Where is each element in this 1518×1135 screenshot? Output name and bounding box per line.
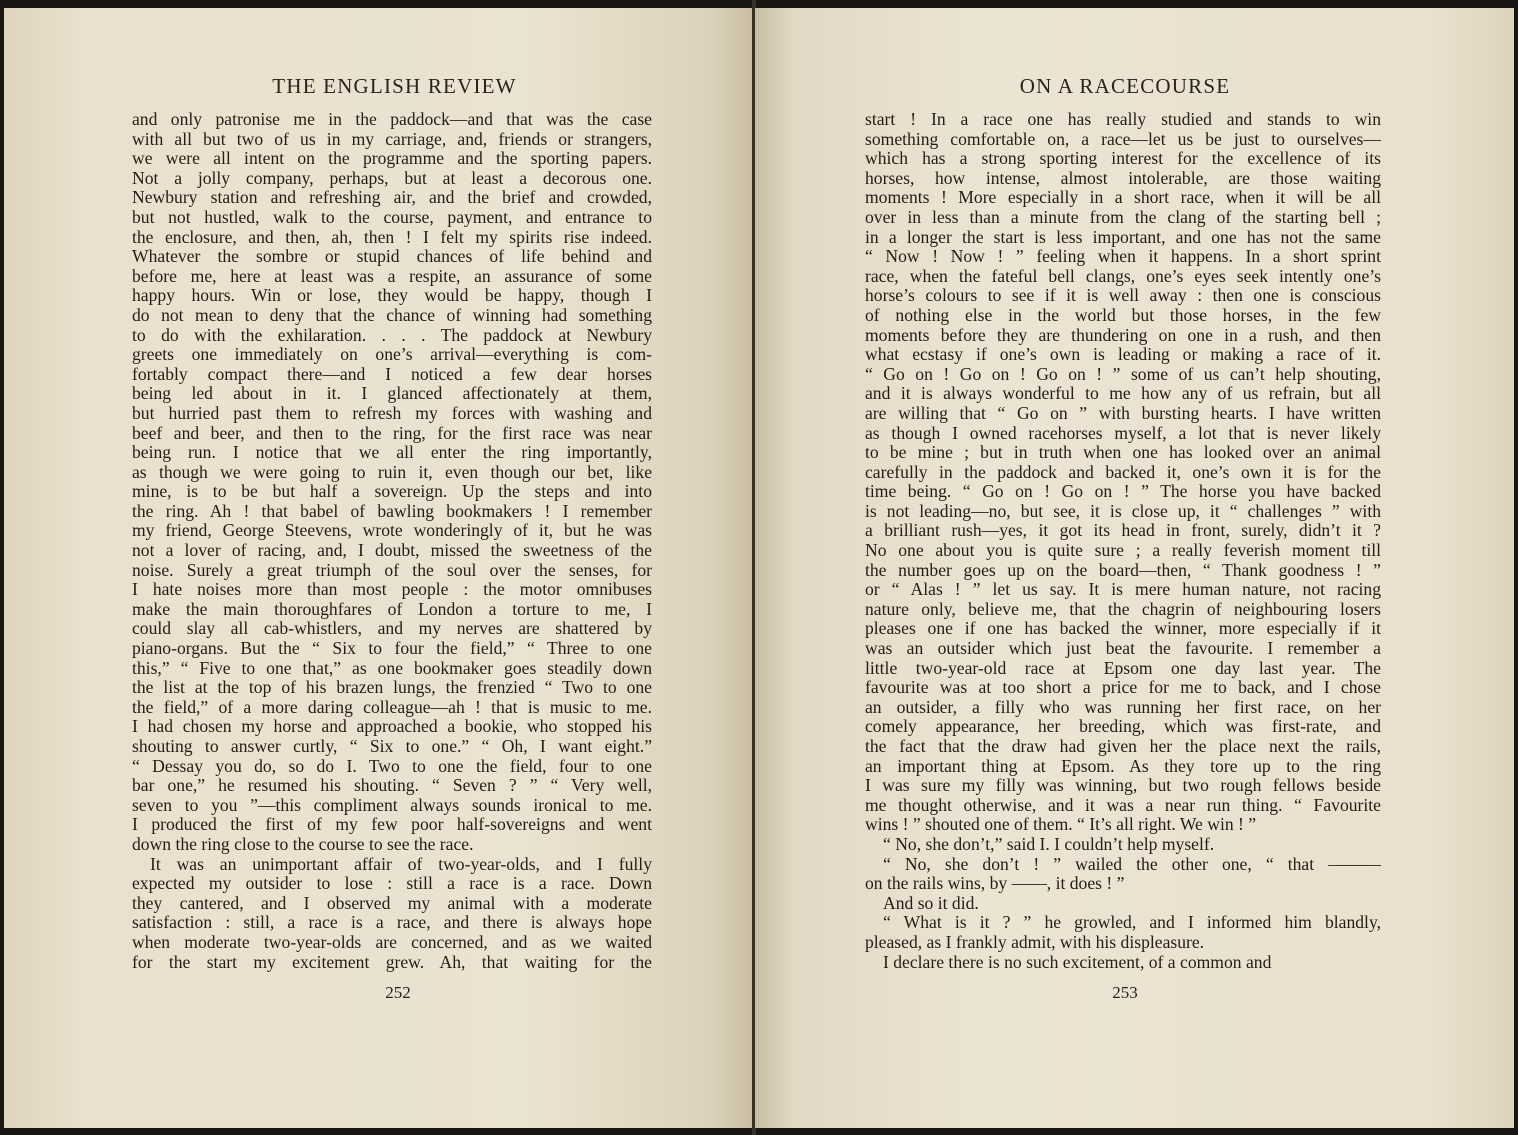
text-line: “ Dessay you do, so do I. Two to one the field, four to one [132, 756, 652, 776]
text-line: the list at the top of his brazen lungs, the frenzied “ Two to one [132, 678, 652, 698]
text-line: which has a strong sporting interest for the excellence of its [865, 149, 1381, 169]
text-line: expected my outsider to lose : still a race is a race. Down [132, 874, 652, 894]
text-line: being led about in it. I glanced affectionately at them, [132, 384, 652, 404]
right-page-body [865, 110, 1381, 972]
text-line: “ No, she don’t,” said I. I couldn’t help myself. [883, 834, 1215, 854]
text-line: are willing that “ Go on ” with bursting hearts. I have written [865, 403, 1381, 423]
text-line: but not hustled, walk to the course, payment, and entrance to [132, 207, 652, 227]
text-line: the ring. Ah ! that babel of bawling bookmakers ! I remember [132, 501, 652, 521]
text-line: and only patronise me in the paddock—and that was the case [132, 110, 652, 129]
text-line: the field,” of a more daring colleague—ah ! that is music to me. [132, 697, 652, 717]
text-line: I declare there is no such excitement, of a common and [883, 952, 1272, 972]
text-line: down the ring close to the course to see the race. [132, 834, 474, 854]
text-line: nature only, believe me, that the chagrin of neighbouring losers [865, 599, 1381, 619]
text-line: on the rails wins, by ——, it does ! ” [865, 874, 1125, 894]
text-line: I produced the first of my few poor half-sovereigns and went [132, 815, 652, 835]
text-line: wins ! ” shouted one of them. “ It’s all right. We win ! ” [865, 815, 1257, 835]
text-line: pleases one if one has backed the winner, more especially if it [865, 619, 1381, 639]
text-line: this,” “ Five to one that,” as one bookmaker goes steadily down [132, 658, 652, 678]
text-line: the number goes up on the board—then, “ Thank goodness ! ” [865, 560, 1381, 580]
text-line: we were all intent on the programme and the sporting papers. [132, 149, 652, 169]
text-line: start ! In a race one has really studied and stands to win [865, 110, 1381, 129]
text-line: fortably compact there—and I noticed a few dear horses [132, 364, 652, 384]
text-line: favourite was at too short a price for me to back, and I chose [865, 678, 1381, 698]
page-number-right: 253 [1112, 983, 1138, 1002]
text-line: happy hours. Win or lose, they would be happy, though I [132, 286, 652, 306]
text-line: carefully in the paddock and backed it, one’s own it is for the [865, 462, 1381, 482]
text-line: they cantered, and I observed my animal with a moderate [132, 893, 652, 913]
text-line: comely appearance, her breeding, which was first-rate, and [865, 717, 1381, 737]
text-line: not a lover of racing, and, I doubt, missed the sweetness of the [132, 541, 652, 561]
text-line: satisfaction : still, a race is a race, and there is always hope [132, 913, 652, 933]
text-line: “ Now ! Now ! ” feeling when it happens. In a short sprint [865, 247, 1381, 267]
text-line: greets one immediately on one’s arrival—everything is com- [132, 345, 652, 365]
text-line: horses, how intense, almost intolerable, are those waiting [865, 168, 1381, 188]
text-line: when moderate two-year-olds are concerned, and as we waited [132, 932, 652, 952]
text-line: the enclosure, and then, ah, then ! I felt my spirits rise indeed. [132, 227, 652, 247]
text-line: bar one,” he resumed his shouting. “ Seven ? ” “ Very well, [132, 776, 652, 796]
page-number-left: 252 [385, 983, 411, 1002]
text-line: time being. “ Go on ! Go on ! ” The horse you have backed [865, 482, 1381, 502]
text-line: is not leading—no, but see, it is close up, it “ challenges ” with [865, 501, 1381, 521]
text-line: me thought otherwise, and it was a near run thing. “ Favourite [865, 795, 1381, 815]
text-line: shouting to answer curtly, “ Six to one.” “ Oh, I want eight.” [132, 737, 652, 756]
text-line: was an outsider which just beat the favourite. I remember a [865, 639, 1381, 659]
text-line: as though I owned racehorses myself, a lot that is never likely [865, 423, 1381, 443]
text-line: “ What is it ? ” he growled, and I informed him blandly, [883, 913, 1381, 933]
text-line: could slay all cab-whistlers, and my nerves are shattered by [132, 619, 652, 639]
text-line: to be mine ; but in truth when one has looked over an animal [865, 443, 1381, 463]
text-line: in a longer the start is less important, and one has not the same [865, 227, 1381, 247]
text-line: “ Go on ! Go on ! Go on ! ” some of us can’t help shouting, [865, 364, 1381, 384]
text-line: being run. I notice that we all enter the ring importantly, [132, 443, 652, 463]
text-line: noise. Surely a great triumph of the soul over the senses, for [132, 560, 652, 580]
text-line: pleased, as I frankly admit, with his displeasure. [865, 932, 1205, 952]
running-head-left: THE ENGLISH REVIEW [272, 74, 517, 98]
text-line: I hate noises more than most people : the motor omnibuses [132, 580, 652, 600]
text-line: but hurried past them to refresh my forces with washing and [132, 403, 652, 423]
text-line: do not mean to deny that the chance of winning had something [132, 305, 652, 325]
text-line: moments ! More especially in a short race, when it will be all [865, 188, 1381, 208]
text-line: beef and beer, and then to the ring, for the first race was near [132, 423, 652, 443]
text-line: my friend, George Steevens, wrote wonderingly of it, but he was [132, 521, 652, 541]
text-line: make the main thoroughfares of London a torture to me, I [132, 599, 652, 619]
running-head-right: ON A RACECOURSE [1019, 74, 1231, 98]
right-page [755, 8, 1514, 1128]
text-line: an outsider, a filly who was running her first race, on her [865, 697, 1381, 717]
text-line: mine, is to be but half a sovereign. Up the steps and into [132, 482, 652, 502]
text-line: I was sure my filly was winning, but two rough fellows beside [865, 776, 1381, 796]
text-line: a brilliant rush—yes, it got its head in front, surely, didn’t it ? [865, 521, 1381, 541]
text-line: And so it did. [883, 893, 979, 913]
text-line: something comfortable on, a race—let us be just to ourselves— [865, 129, 1381, 149]
text-line: what ecstasy if one’s own is leading or making a race of it. [865, 345, 1381, 365]
left-page-body [132, 110, 652, 972]
text-line: Whatever the sombre or stupid chances of life behind and [132, 247, 652, 267]
text-line: Not a jolly company, perhaps, but at least a decorous one. [132, 168, 652, 188]
text-line: I had chosen my horse and approached a bookie, who stopped his [132, 717, 652, 737]
text-line: and it is always wonderful to me how any of us refrain, but all [865, 384, 1381, 404]
text-line: or “ Alas ! ” let us say. It is mere human nature, not racing [865, 580, 1381, 600]
text-line: little two-year-old race at Epsom one day last year. The [865, 658, 1381, 678]
text-line: to do with the exhilaration. . . . The paddock at Newbury [132, 325, 652, 345]
text-line: Newbury station and refreshing air, and the brief and crowded, [132, 188, 652, 208]
text-line: over in less than a minute from the clang of the starting bell ; [865, 207, 1381, 227]
text-line: before me, here at least was a respite, an assurance of some [132, 266, 652, 286]
text-line: race, when the fateful bell clangs, one’s eyes seek intently one’s [865, 266, 1381, 286]
text-line: as though we were going to ruin it, even though our bet, like [132, 462, 652, 482]
left-page [4, 8, 755, 1128]
text-line: for the start my excitement grew. Ah, that waiting for the [132, 952, 652, 972]
text-line: “ No, she don’t ! ” wailed the other one, “ that ——— [883, 854, 1381, 874]
text-line: moments before they are thundering on one in a rush, and then [865, 325, 1381, 345]
text-line: seven to you ”—this compliment always sounds ironical to me. [132, 795, 652, 815]
text-line: horse’s colours to see if it is well away : then one is conscious [865, 286, 1381, 306]
text-line: No one about you is quite sure ; a really feverish moment till [865, 541, 1381, 561]
text-line: an important thing at Epsom. As they tore up to the ring [865, 756, 1381, 776]
text-line: the fact that the draw had given her the place next the rails, [865, 737, 1381, 756]
text-line: It was an unimportant affair of two-year-olds, and I fully [150, 854, 652, 874]
text-line: with all but two of us in my carriage, and, friends or strangers, [132, 129, 652, 149]
text-line: piano-organs. But the “ Six to four the field,” “ Three to one [132, 639, 652, 659]
text-line: of nothing else in the world but those horses, in the few [865, 305, 1381, 325]
